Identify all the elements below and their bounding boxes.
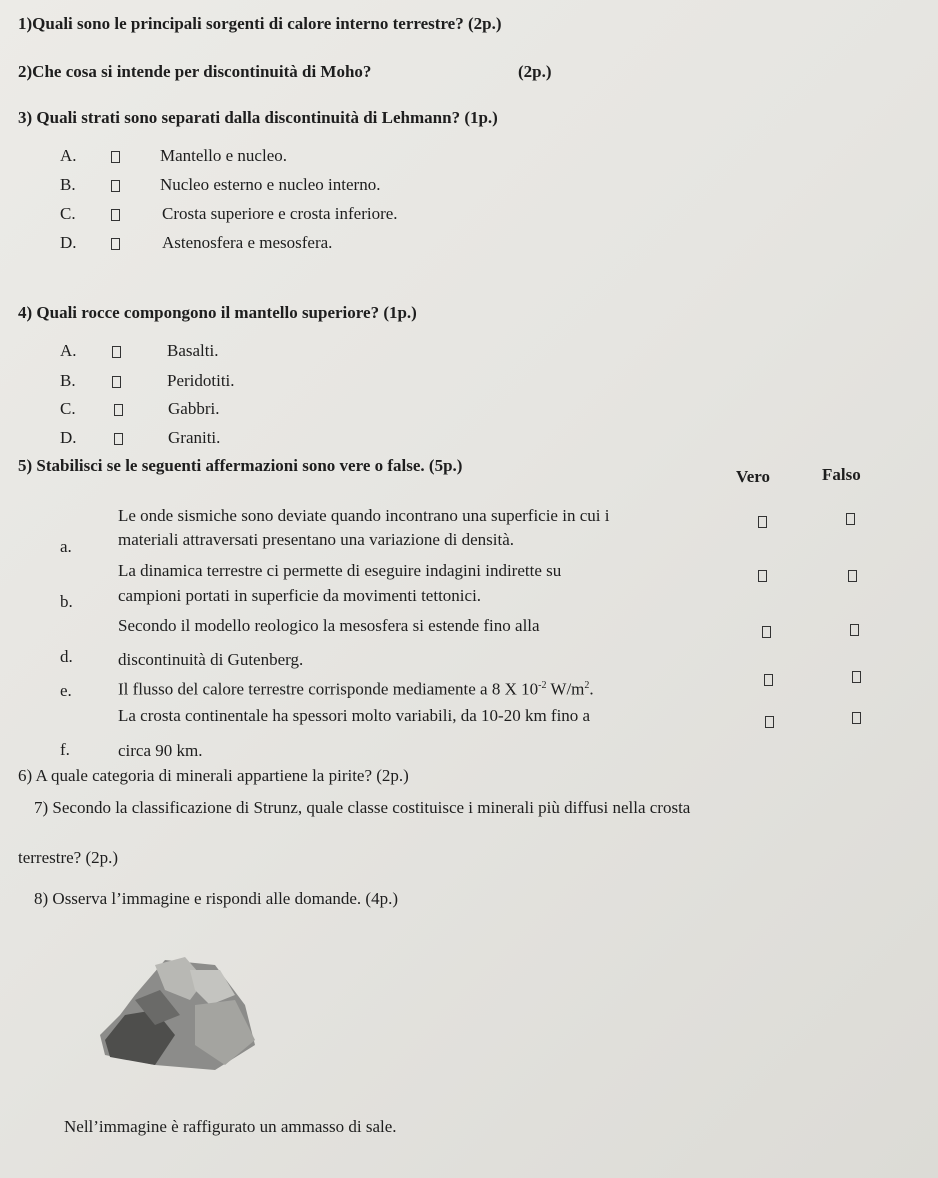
period: . [589,679,594,699]
q3-option-a-checkbox[interactable] [111,151,120,163]
q4-option-text: Basalti. [167,341,219,360]
question-8: 8) Osserva l’immagine e rispondi alle domande. (4p.) [34,889,398,908]
unit: W/m [546,679,585,699]
q3-option-d-checkbox[interactable] [111,238,120,250]
statement-d-false-checkbox[interactable] [850,624,859,636]
false-column-header: Falso [822,465,861,484]
statement-text: discontinuità di Gutenberg. [118,650,304,669]
statement-letter: b. [60,592,73,611]
statement-letter: f. [60,740,70,759]
question-1: 1)Quali sono le principali sorgenti di calore interno terrestre? (2p.) [18,14,502,33]
statement-text [118,676,594,700]
salt-crystal-image [95,945,265,1070]
statement-text: Le onde sismiche sono deviate quando incontrano una superficie in cui i [118,506,610,525]
question-2-points: (2p.) [518,62,552,81]
unit-exponent: 2 [584,680,590,691]
q3-option-letter: B. [60,175,76,194]
q4-option-letter: B. [60,371,76,390]
question-6: 6) A quale categoria di minerali appartiene la pirite? (2p.) [18,766,409,785]
statement-text: La dinamica terrestre ci permette di eseguire indagini indirette su [118,561,562,580]
statement-text: circa 90 km. [118,741,203,760]
statement-letter: a. [60,537,72,556]
statement-a-false-checkbox[interactable] [846,513,855,525]
statement-e-true-checkbox[interactable] [764,674,773,686]
statement-a-true-checkbox[interactable] [758,516,767,528]
q4-option-letter: C. [60,399,76,418]
statement-letter: d. [60,647,73,666]
statement-text: Secondo il modello reologico la mesosfera si estende fino alla [118,616,540,635]
q4-option-a-checkbox[interactable] [112,346,121,358]
q3-option-text: Astenosfera e mesosfera. [162,233,333,252]
question-7-cont: terrestre? (2p.) [18,848,119,867]
q4-option-d-checkbox[interactable] [114,433,123,445]
q4-option-text: Peridotiti. [167,371,235,390]
statement-b-true-checkbox[interactable] [758,570,767,582]
q3-option-c-checkbox[interactable] [111,209,120,221]
question-3: 3) Quali strati sono separati dalla discontinuità di Lehmann? (1p.) [18,108,498,127]
statement-text: materiali attraversati presentano una variazione di densità. [118,530,515,549]
q3-option-text: Crosta superiore e crosta inferiore. [162,204,398,223]
q4-option-text: Gabbri. [168,399,220,418]
true-column-header: Vero [736,467,770,486]
question-4: 4) Quali rocce compongono il mantello superiore? (1p.) [18,303,417,322]
q3-option-text: Mantello e nucleo. [160,146,287,165]
q3-option-letter: A. [60,146,77,165]
statement-f-false-checkbox[interactable] [852,712,861,724]
statement-e-text: Il flusso del calore terrestre corrisponde mediamente a 8 X 10 [118,679,539,699]
statement-text: campioni portati in superficie da movimenti tettonici. [118,586,482,605]
q3-option-text: Nucleo esterno e nucleo interno. [160,175,381,194]
statement-text: La crosta continentale ha spessori molto variabili, da 10-20 km fino a [118,706,591,725]
q4-option-letter: D. [60,428,77,447]
statement-b-false-checkbox[interactable] [848,570,857,582]
q3-option-b-checkbox[interactable] [111,180,120,192]
q3-option-letter: C. [60,204,76,223]
statement-e-false-checkbox[interactable] [852,671,861,683]
final-statement: Nell’immagine è raffigurato un ammasso di sale. [64,1117,397,1136]
question-7: 7) Secondo la classificazione di Strunz, quale classe costituisce i minerali più diffusi nella crosta [34,798,691,817]
statement-letter: e. [60,681,72,700]
statement-d-true-checkbox[interactable] [762,626,771,638]
q3-option-letter: D. [60,233,77,252]
q4-option-c-checkbox[interactable] [114,404,123,416]
exponent: -2 [538,680,547,691]
question-2: 2)Che cosa si intende per discontinuità di Moho? [18,62,372,81]
question-5: 5) Stabilisci se le seguenti affermazioni sono vere o false. (5p.) [18,456,463,475]
q4-option-letter: A. [60,341,77,360]
q4-option-b-checkbox[interactable] [112,376,121,388]
q4-option-text: Graniti. [168,428,221,447]
statement-f-true-checkbox[interactable] [765,716,774,728]
